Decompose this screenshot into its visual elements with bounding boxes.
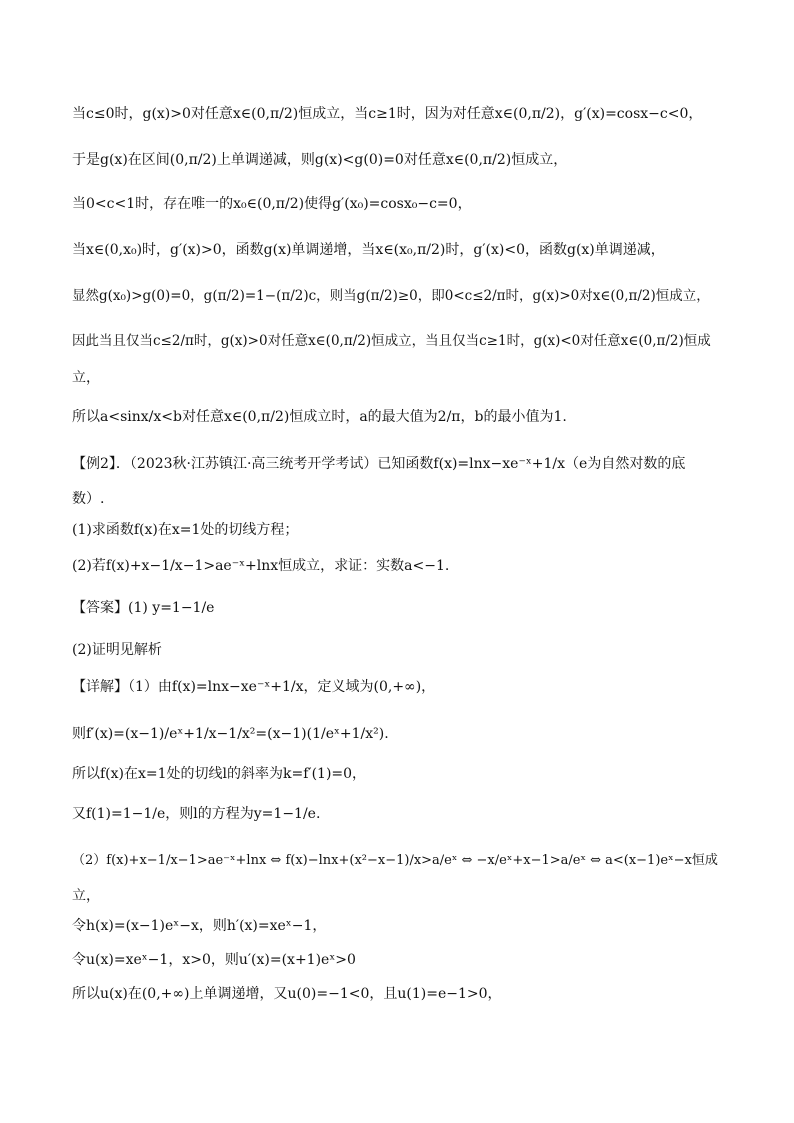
text-line: 显然g(x₀)>g(0)=0，g(π/2)=1−(π/2)c，则当g(π/2)≥0，即0<c≤2/π时，g(x)>0对x∈(0,π/2)恒成立， bbox=[72, 288, 710, 304]
text-line: 令u(x)=xeˣ−1，x>0，则u′(x)=(x+1)eˣ>0 bbox=[72, 952, 356, 968]
text-line: 于是g(x)在区间(0,π/2)上单调递减，则g(x)<g(0)=0对任意x∈(0,π/2)恒成立， bbox=[72, 152, 568, 168]
text-line: 所以a<sinx/x<b对任意x∈(0,π/2)恒成立时，a的最大值为2/π，b的最小值为1. bbox=[72, 409, 567, 425]
text-line: 所以f(x)在x=1处的切线l的斜率为k=f′(1)=0， bbox=[72, 766, 367, 782]
text-line: 立， bbox=[72, 888, 100, 904]
question-1: (1)求函数f(x)在x=1处的切线方程； bbox=[72, 522, 299, 538]
text-line: 令h(x)=(x−1)eˣ−x，则h′(x)=xeˣ−1， bbox=[72, 918, 327, 934]
text-line: 立， bbox=[72, 370, 100, 386]
solution-heading: 【详解】（1）由f(x)=lnx−xe⁻ˣ+1/x，定义域为(0,+∞)， bbox=[72, 679, 436, 695]
text-line: 当c≤0时，g(x)>0对任意x∈(0,π/2)恒成立，当c≥1时，因为对任意x∈(0,π/2)，g′(x)=cosx−c<0， bbox=[72, 106, 703, 122]
answer-1: 【答案】(1) y=1−1/e bbox=[72, 600, 215, 616]
text-line: 所以u(x)在(0,+∞)上单调递增，又u(0)=−1<0，且u(1)=e−1>0， bbox=[72, 986, 502, 1002]
text-line: 当x∈(0,x₀)时，g′(x)>0，函数g(x)单调递增，当x∈(x₀,π/2)时，g′(x)<0，函数g(x)单调递减， bbox=[72, 242, 665, 258]
text-line: （2）f(x)+x−1/x−1>ae⁻ˣ+lnx ⇔ f(x)−lnx+(x²−x−1)/x>a/eˣ ⇔ −x/eˣ+x−1>a/eˣ ⇔ a<(x−1)eˣ−x恒成 bbox=[72, 853, 718, 868]
text-line: 则f′(x)=(x−1)/eˣ+1/x−1/x²=(x−1)(1/eˣ+1/x²). bbox=[72, 726, 389, 742]
text-line: 因此当且仅当c≤2/π时，g(x)>0对任意x∈(0,π/2)恒成立，当且仅当c≥1时，g(x)<0对任意x∈(0,π/2)恒成 bbox=[72, 333, 711, 349]
answer-2: (2)证明见解析 bbox=[72, 642, 162, 658]
text-line: 当0<c<1时，存在唯一的x₀∈(0,π/2)使得g′(x₀)=cosx₀−c=0， bbox=[72, 196, 472, 212]
text-line: 又f(1)=1−1/e，则l的方程为y=1−1/e. bbox=[72, 806, 321, 822]
question-2: (2)若f(x)+x−1/x−1>ae⁻ˣ+lnx恒成立，求证：实数a<−1. bbox=[72, 558, 450, 574]
text-line: 数）. bbox=[72, 491, 105, 507]
example-heading: 【例2】．（2023秋·江苏镇江·高三统考开学考试）已知函数f(x)=lnx−xe⁻ˣ+1/x（e为自然对数的底 bbox=[72, 456, 686, 472]
